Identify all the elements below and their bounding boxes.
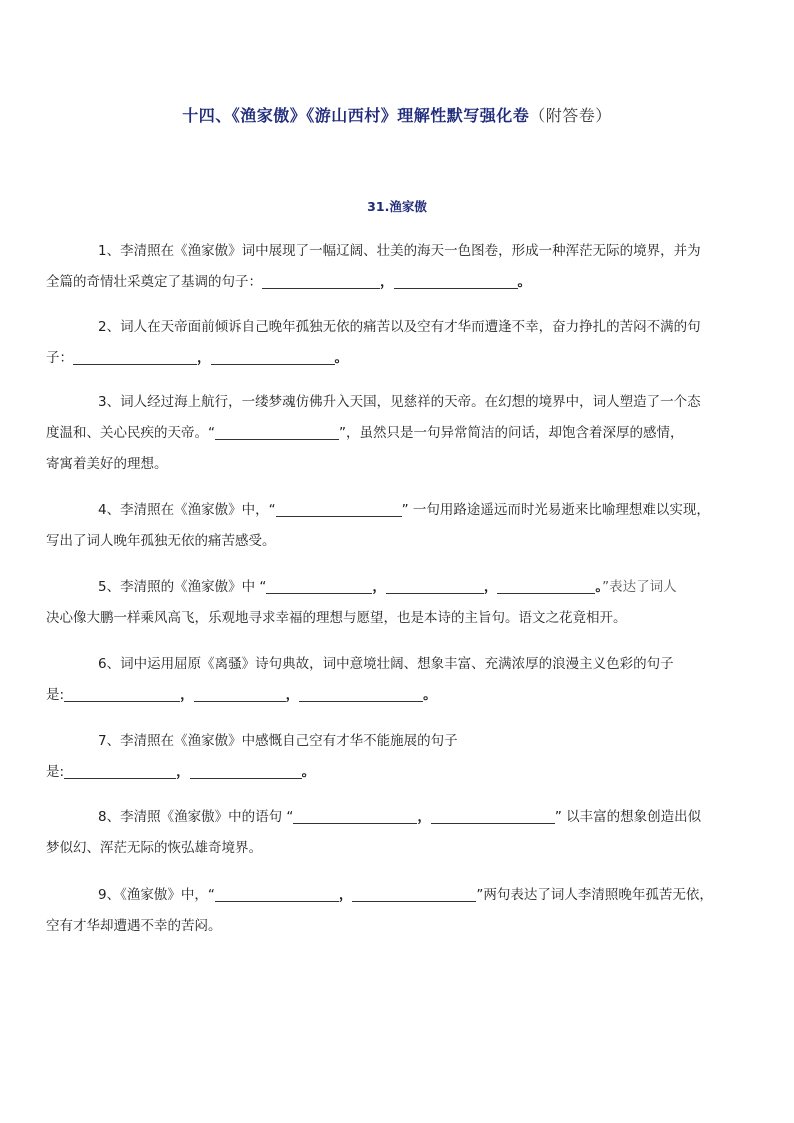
answer-blank[interactable] [394, 270, 518, 289]
section-heading: 31.渔家傲 [367, 199, 427, 214]
answer-blank[interactable] [215, 883, 339, 902]
question-6: 6、词中运用屈原《离骚》诗句典故，词中意境壮阔、想象丰富、充满浓厚的浪漫主义色彩的句子 是: ， ， 。 [46, 656, 674, 703]
answer-blank[interactable] [386, 575, 484, 594]
answer-blank[interactable] [215, 421, 339, 440]
answer-blank[interactable] [497, 575, 595, 594]
answer-blank[interactable] [266, 575, 372, 594]
answer-blank[interactable] [194, 683, 286, 702]
question-5: 5、李清照的《渔家傲》中 “ ， ， 。”表达了词人 决心像大鹏一样乘风高飞，乐观地寻求幸福的理想与愿望，也是本诗的主旨句。语文之花竟相开。 [72, 572, 732, 634]
answer-blank[interactable] [352, 883, 476, 902]
question-2: 2、词人在天帝面前倾诉自己晚年孤独无依的痛苦以及空有才华而遭逢不幸，奋力挣扎的苦闷不满的句 子： ， 。 [46, 319, 701, 366]
answer-blank[interactable] [211, 346, 335, 365]
answer-blank[interactable] [262, 270, 380, 289]
question-3: 3、词人经过海上航行，一缕梦魂仿佛升入天国，见慈祥的天帝。在幻想的境界中，词人塑造了一个态 度温和、关心民疾的天帝。“ ”，虽然只是一句异常简洁的问话，却饱含着深厚的感情， 寄寓着美好的理想。 [46, 394, 701, 472]
question-1: 1、李清照在《渔家傲》词中展现了一幅辽阔、壮美的海天一色图卷，形成一种浑茫无际的境界，并为 全篇的奇情壮采奠定了基调的句子： ， 。 [46, 243, 701, 290]
page-title [0, 103, 794, 126]
answer-blank[interactable] [293, 805, 417, 824]
answer-blank[interactable] [431, 805, 555, 824]
answer-blank[interactable] [64, 760, 176, 779]
answer-blank[interactable] [276, 498, 402, 517]
answer-blank[interactable] [190, 760, 302, 779]
question-4: 4、李清照在《渔家傲》中，“ ” 一句用路途遥远而时光易逝来比喻理想难以实现， 写出了词人晚年孤独无依的痛苦感受。 [72, 495, 732, 557]
question-8: 8、李清照《渔家傲》中的语句 “ ， ” 以丰富的想象创造出似 梦似幻、浑茫无际的恢弘雄奇境界。 [72, 802, 732, 864]
answer-blank[interactable] [73, 346, 197, 365]
answer-blank[interactable] [64, 683, 180, 702]
answer-blank[interactable] [299, 683, 423, 702]
title-suffix: （附答卷） [529, 106, 612, 125]
title-main: 十四、《渔家傲》《游山西村》理解性默写强化卷 [182, 106, 530, 125]
question-7: 7、李清照在《渔家傲》中感慨自己空有才华不能施展的句子 是: ， 。 [46, 733, 458, 780]
question-9: 9、《渔家傲》中，“ ， ”两句表达了词人李清照晚年孤苦无依， 空有才华却遭遇不幸的苦闷。 [72, 880, 732, 942]
